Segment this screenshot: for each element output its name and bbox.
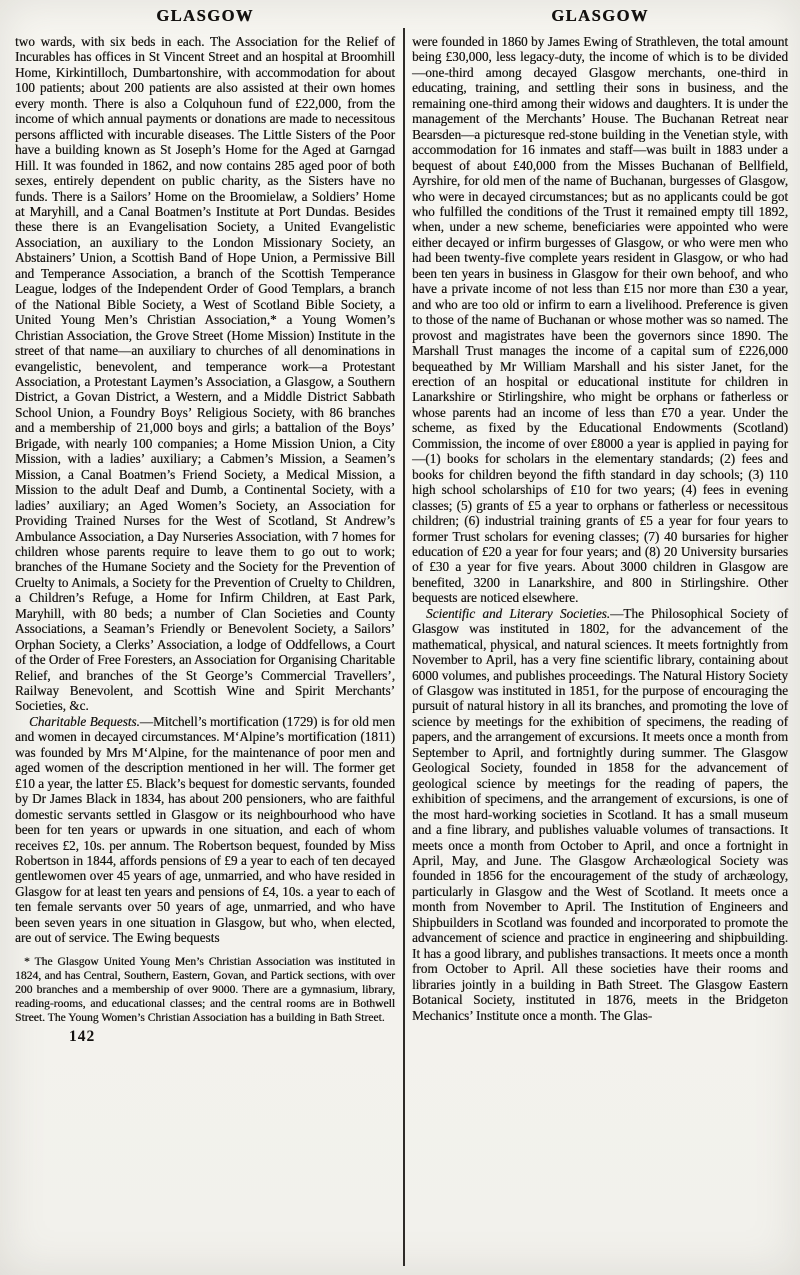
left-paragraph-continuation: two wards, with six beds in each. The Association for the Relief of Incurables has offices in St Vincent Street and an hospital at Broomhill Home, Kirkintilloch, Dumbartonshire, with accommodation for about 100 patients; about 200 patients are also assisted at their own homes every month. There is also a Colquhoun fund of £22,000, from the income of which annual payments or donations are made to necessitous persons afflicted with incurable diseases. The Little Sisters of the Poor have a building known as St Joseph’s Home for the Aged at Garngad Hill. It was founded in 1862, and now contains 285 aged poor of both sexes, entirely dependent on public charity, as the Sisters have no funds. There is a Sailors’ Home on the Broomielaw, a Soldiers’ Home at Maryhill, and a Canal Boatmen’s Institute at Port Dundas. Besides these there is an Evangelisation Society, a United Evangelistic Association, an auxiliary to the London Missionary Society, an Abstainers’ Union, a Scottish Band of Hope Union, a Permissive Bill and Temperance Association, a branch of the Scottish Temperance League, lodges of the Independent Order of Good Templars, a branch of the National Bible Society, a West of Scotland Bible Society, a United Young Men’s Christian Association,* a Young Women’s Christian Association, the Grove Street (Home Mission) Institute in the street of that name—an auxiliary to churches of all denominations in evangelistic, benevolent, and temperance work—a Protestant Association, a Protestant Laymen’s Association, a Glasgow, a Southern District, a Govan District, a Western, and a Middle District Sabbath School Union, a Foundry Boys’ Religious Society, with 86 branches and a membership of 21,000 boys and girls; a battalion of the Boys’ Brigade, with nearly 100 companies; a Home Mission Union, a City Mission, with a ladies’ auxiliary; a Cabmen’s Mission, a Seamen’s Mission, a Canal Boatmen’s Friend Society, a Medical Mission, a Mission to the adult Deaf and Dumb, a Continental Society, with a ladies’ auxiliary; an Aged Women’s Society, an Association for Providing Trained Nurses for the West of Scotland, St Andrew’s Ambulance Association, a Day Nurseries Association, with 7 homes for children whose parents require to leave them to go out to work; branches of the Humane Society and the Society for the Prevention of Cruelty to Animals, a Society for the Prevention of Cruelty to Children, a Children’s Refuge, a Home for Infirm Children, at East Park, Maryhill, with 80 beds; a number of Clan Societies and County Associations, a Seaman’s Friendly or Benevolent Society, a Sailors’ Orphan Society, a Clerks’ Association, a lodge of Oddfellows, a Court of the Order of Free Foresters, an Association for Organising Charitable Relief, and branches of the St George’s Commercial Travellers’, Railway Benevolent, and Scottish Wine and Spirit Merchants’ Societies, &c. bbox=[15, 34, 395, 714]
footnote-text: * The Glasgow United Young Men’s Christian Association was instituted in 1824, and has Central, Southern, Eastern, Govan, and Partick sections, with over 200 branches and a membership of over 9000. There are a gymnasium, library, reading-rooms, and educational classes; and the central rooms are in Bothwell Street. The Young Women’s Christian Association has a building in Bath Street. bbox=[15, 954, 395, 1025]
page-number: 142 bbox=[69, 1028, 96, 1046]
right-column-running-head: GLASGOW bbox=[551, 6, 649, 25]
scientific-societies-body: —The Philosophical Society of Glasgow was instituted in 1802, for the advancement of the mathematical, physical, and natural sciences. It meets fortnightly from November to April, has a very fine scientific library, containing about 6000 volumes, and publishes proceedings. The Natural History Society of Glasgow was instituted in 1851, for the purpose of encouraging the pursuit of natural history in all its branches, and promoting the love of science by meetings for the exhibition of specimens, the reading of papers, and the arrangement of excursions. It meets once a month from September to April, and fortnightly during summer. The Glasgow Geological Society, founded in 1858 for the advancement of geological science by meetings for the reading of papers, the exhibition of specimens, and the arrangement of excursions, is one of the most hard-working societies in Scotland. It has a small museum and a fine library, and publishes valuable volumes of transactions. It meets once a month from October to April, and once a fortnight in April, May, and June. The Glasgow Archæological Society was founded in 1856 for the encouragement of the study of archæology, particularly in Glasgow and the West of Scotland. It meets once a month from November to April. The Institution of Engineers and Shipbuilders in Scotland was founded and incorporated to promote the advancement of science and practice in engineering and shipbuilding. It has a good library, and publishes transactions. It meets once a month from October to April. All these societies have their rooms and libraries jointly in a building in Bath Street. The Glasgow Eastern Botanical Society, instituted in 1876, meets in the Bridgeton Mechanics’ Institute once a month. The Glas- bbox=[412, 605, 788, 1023]
charitable-bequests-heading: Charitable Bequests. bbox=[29, 713, 140, 729]
charitable-bequests-body: —Mitchell’s mortification (1729) is for old men and women in decayed circumstances. M‘Alpine’s mortification (1811) was founded by Mrs M‘Alpine, for the maintenance of poor men and aged women of the description mentioned in her will. The former get £10 a year, the latter £5. Black’s bequest for domestic servants, founded by Dr James Black in 1834, has about 200 pensioners, who are faithful domestic servants settled in Glasgow or its neighbourhood who have been for ten years or upwards in one situation, and each of whom receives £2, 10s. per annum. The Robertson bequest, founded by Miss Robertson in 1844, affords pensions of £9 a year to each of ten decayed gentlewomen over 45 years of age, unmarried, and who have resided in Glasgow for at least ten years and pensions of £4, 10s. a year to each of ten female servants over 50 years of age, unmarried, and who have been seven years in one situation in Glasgow, but who, when elected, are out of service. The Ewing bequests bbox=[15, 713, 395, 946]
left-text-column bbox=[15, 34, 395, 1046]
scientific-societies-paragraph bbox=[412, 606, 788, 1023]
column-divider-rule bbox=[403, 28, 405, 1266]
footnote-block bbox=[15, 955, 395, 1025]
scientific-societies-heading: Scientific and Literary Societies. bbox=[426, 605, 611, 621]
charitable-bequests-paragraph bbox=[15, 714, 395, 946]
right-text-column bbox=[412, 34, 788, 1023]
left-column-running-head: GLASGOW bbox=[156, 6, 254, 25]
right-paragraph-continuation: were founded in 1860 by James Ewing of Strathleven, the total amount being £30,000, less legacy-duty, the income of which is to be divided—one-third among decayed Glasgow merchants, one-third in educating, training, and settling their sons in business, and the remaining one-third among their widows and daughters. It is under the management of the Merchants’ House. The Buchanan Retreat near Bearsden—a picturesque red-stone building in the Venetian style, with accommodation for 16 inmates and staff—was built in 1883 under a bequest of about £40,000 from the Misses Buchanan of Bellfield, Ayrshire, for old men of the name of Buchanan, burgesses of Glasgow, who were in decayed circumstances; but as no applicants could be got who fulfilled the conditions of the Trust it remained empty till 1892, when, under a new scheme, beneficiaries were appointed who were either decayed or infirm burgesses of Glasgow, or who were men who had been twenty-five complete years resident in Glasgow, or who had been ten years in business in Glasgow for their own behoof, and who have a private income of not less than £15 nor more than £30 a year, and who are too old or infirm to earn a livelihood. Preference is given to those of the name of Buchanan or whose mother was so named. The provost and magistrates have been the governors since 1890. The Marshall Trust manages the income of a capital sum of £226,000 bequeathed by Mr William Marshall and his sister Janet, for the erection of an hospital or educational institute for children in Lanarkshire or Stirlingshire, who might be orphans or fatherless or whose parents had an income of less than £70 a year. Under the scheme, as fixed by the Educational Endowments (Scotland) Commission, the income of over £8000 a year is applied in paying for—(1) books for scholars in the elementary standards; (2) fees and books for children beyond the fifth standard in day schools; (3) 110 high school scholarships of £10 for two years; (4) fees in evening classes; (5) grants of £5 a year to orphans or fatherless or necessitous children; (6) industrial training grants of £5 a year for four years to former Trust scholars for evening classes; (7) 40 bursaries for higher education of £20 a year for four years; and (8) 20 University bursaries of £30 a year for five years. About 3000 children in Glasgow are benefited, 3200 in Lanarkshire, and 800 in Stirlingshire. Other bequests are noticed elsewhere. bbox=[412, 34, 788, 606]
